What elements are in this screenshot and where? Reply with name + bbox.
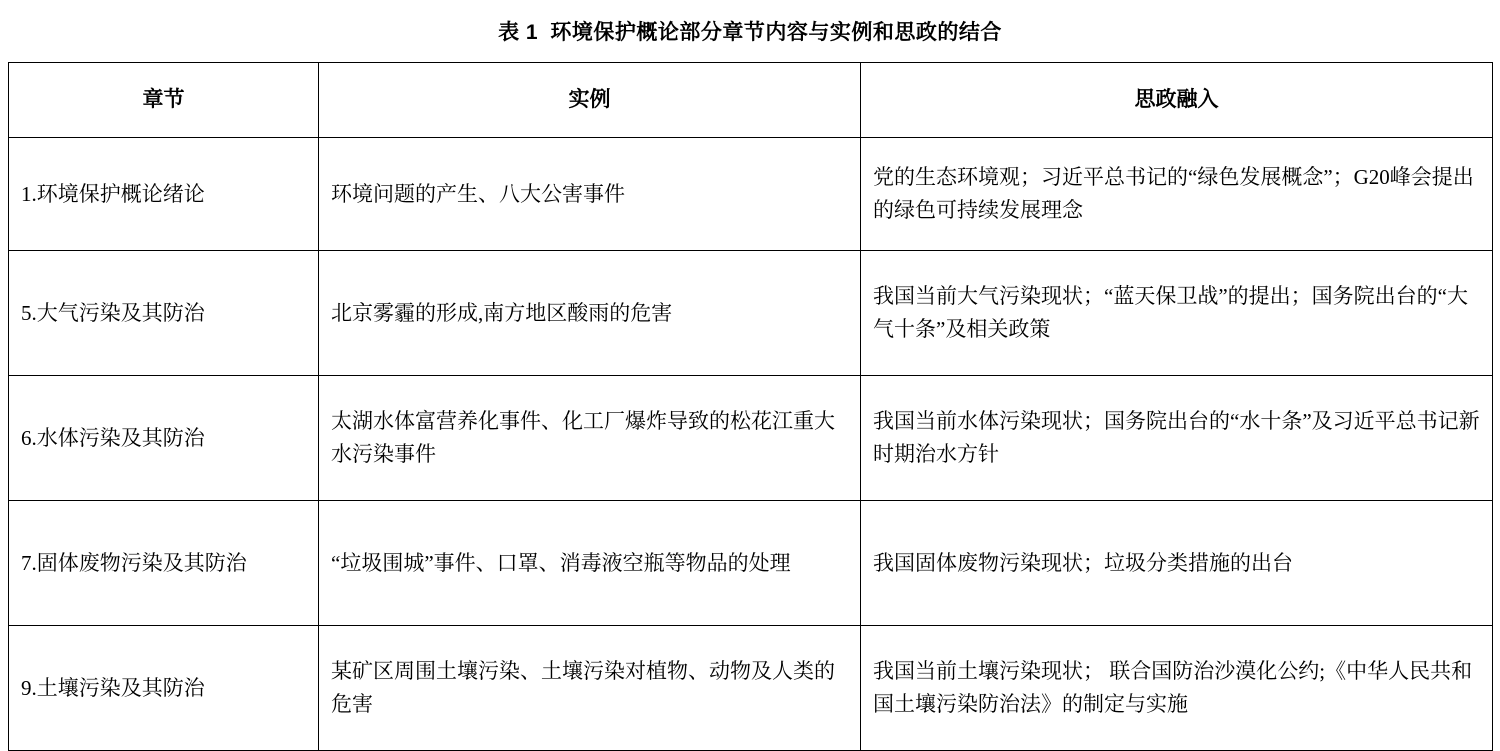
table-row bbox=[9, 626, 1493, 751]
table-caption-label: 表 1 bbox=[498, 21, 539, 44]
cell-ideology: 我国当前土壤污染现状； 联合国防治沙漠化公约;《中华人民共和国土壤污染防治法》的制定与实施 bbox=[861, 626, 1493, 751]
table-caption-text: 环境保护概论部分章节内容与实例和思政的结合 bbox=[550, 21, 1002, 44]
cell-ideology: 我国当前水体污染现状；国务院出台的“水十条”及习近平总书记新时期治水方针 bbox=[861, 376, 1493, 501]
cell-ideology: 我国固体废物污染现状；垃圾分类措施的出台 bbox=[861, 501, 1493, 626]
column-header-ideology: 思政融入 bbox=[861, 63, 1493, 138]
table-header-row bbox=[9, 63, 1493, 138]
cell-section: 7.固体废物污染及其防治 bbox=[9, 501, 319, 626]
table-row bbox=[9, 376, 1493, 501]
table-caption bbox=[0, 0, 1500, 62]
cell-example: “垃圾围城”事件、口罩、消毒液空瓶等物品的处理 bbox=[319, 501, 861, 626]
cell-section: 5.大气污染及其防治 bbox=[9, 251, 319, 376]
table-row bbox=[9, 251, 1493, 376]
table-row bbox=[9, 501, 1493, 626]
table-row bbox=[9, 138, 1493, 251]
cell-section: 9.土壤污染及其防治 bbox=[9, 626, 319, 751]
cell-section: 6.水体污染及其防治 bbox=[9, 376, 319, 501]
cell-example: 某矿区周围土壤污染、土壤污染对植物、动物及人类的危害 bbox=[319, 626, 861, 751]
table-header bbox=[9, 63, 1493, 138]
column-header-example: 实例 bbox=[319, 63, 861, 138]
column-header-section: 章节 bbox=[9, 63, 319, 138]
cell-section: 1.环境保护概论绪论 bbox=[9, 138, 319, 251]
cell-example: 北京雾霾的形成,南方地区酸雨的危害 bbox=[319, 251, 861, 376]
content-table bbox=[8, 62, 1493, 751]
cell-ideology: 我国当前大气污染现状；“蓝天保卫战”的提出；国务院出台的“大气十条”及相关政策 bbox=[861, 251, 1493, 376]
cell-example: 太湖水体富营养化事件、化工厂爆炸导致的松花江重大水污染事件 bbox=[319, 376, 861, 501]
cell-example: 环境问题的产生、八大公害事件 bbox=[319, 138, 861, 251]
table-body bbox=[9, 138, 1493, 751]
table-container bbox=[0, 62, 1500, 751]
cell-ideology: 党的生态环境观；习近平总书记的“绿色发展概念”；G20峰会提出的绿色可持续发展理念 bbox=[861, 138, 1493, 251]
